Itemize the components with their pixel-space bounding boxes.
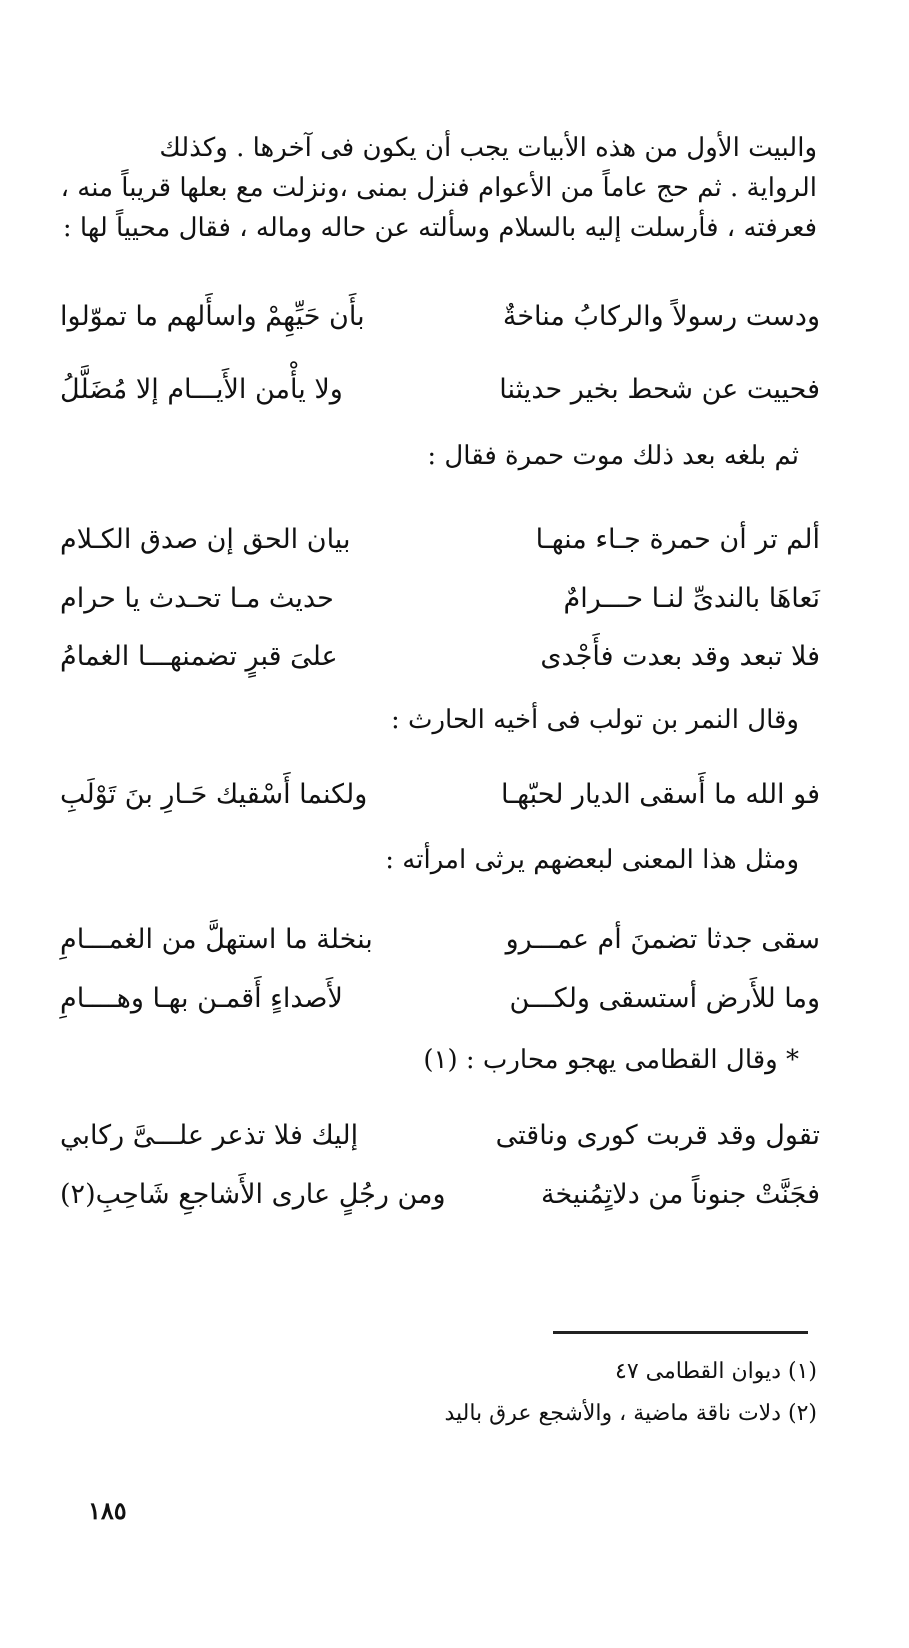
verse-second-hemistich: إليك فلا تذعر علـــىَّ ركابي — [60, 1120, 359, 1151]
verse-line — [60, 974, 820, 1024]
verse-line — [60, 1170, 820, 1220]
verse-first-hemistich: وما للأَرض أستسقى ولكـــن — [509, 983, 820, 1014]
verse-second-hemistich: ومن رجُلٍ عارى الأَشاجعِ شَاحِبِ(٢) — [60, 1179, 446, 1210]
verse-second-hemistich: حديث مـا تحـدث يا حرام — [60, 583, 334, 614]
verse-line — [60, 365, 820, 415]
verse-line — [60, 915, 820, 965]
verse-line — [60, 292, 820, 342]
paragraph-line: والبيت الأول من هذه الأبيات يجب أن يكون فى آخرها . وكذلك — [159, 133, 817, 163]
verse-second-hemistich: لأَصداءٍ أَقمـن بهـا وهــــامِ — [60, 983, 343, 1014]
verse-first-hemistich: نَعاهَا بالندىِّ لنـا حـــرامٌ — [563, 583, 820, 614]
verse-first-hemistich: فجَنَّتْ جنوناً من دلاتٍمُنيخة — [540, 1179, 820, 1210]
verse-second-hemistich: علىَ قبرٍ تضمنهـــا الغمامُ — [60, 641, 338, 672]
verse-first-hemistich: ألم تر أن حمرة جـاء منهـا — [535, 524, 820, 555]
verse-line — [60, 574, 820, 624]
paragraph-line: فعرفته ، فأرسلت إليه بالسلام وسألته عن حاله وماله ، فقال محيياً لها : — [62, 213, 817, 243]
verse-second-hemistich: بنخلة ما استهلَّ من الغمـــامِ — [60, 924, 373, 955]
footnote: (٢) دلات ناقة ماضية ، والأشجع عرق باليد — [444, 1401, 817, 1426]
footnote: (١) ديوان القطامى ٤٧ — [615, 1359, 817, 1384]
verse-line — [60, 1111, 820, 1161]
verse-line — [60, 515, 820, 565]
section-intro: وقال النمر بن تولب فى أخيه الحارث : — [391, 705, 799, 735]
verse-line — [60, 770, 820, 820]
section-intro: * وقال القطامى يهجو محارب : (١) — [423, 1045, 799, 1075]
verse-first-hemistich: فحييت عن شحط بخير حديثنا — [499, 374, 820, 405]
verse-first-hemistich: فلا تبعد وقد بعدت فأَجْدى — [540, 641, 820, 672]
verse-second-hemistich: ولكنما أَسْقيك حَـارِ بنَ تَوْلَبِ — [60, 779, 368, 810]
footnote-divider — [553, 1331, 808, 1334]
verse-second-hemistich: بأَن حَيِّهِمْ واسأَلهم ما تموّلوا — [60, 301, 365, 332]
section-intro: ثم بلغه بعد ذلك موت حمرة فقال : — [427, 441, 799, 471]
paragraph-line: الرواية . ثم حج عاماً من الأعوام فنزل بمنى ،ونزلت مع بعلها قريباً منه ، — [60, 173, 817, 203]
verse-second-hemistich: ولا يأْمن الأَيـــام إلا مُضَلَّلُ — [60, 374, 343, 405]
verse-first-hemistich: تقول وقد قربت كورى وناقتى — [495, 1120, 820, 1151]
opening-paragraph — [60, 128, 817, 248]
section-intro: ومثل هذا المعنى لبعضهم يرثى امرأته : — [385, 845, 799, 875]
verse-first-hemistich: فو الله ما أَسقى الديار لحبّهـا — [501, 779, 820, 810]
verse-first-hemistich: سقى جدثا تضمنَ أم عمـــرو — [505, 924, 820, 955]
verse-first-hemistich: ودست رسولاً والركابُ مناخةٌ — [502, 301, 820, 332]
page-number: ١٨٥ — [88, 1496, 127, 1525]
verse-line — [60, 632, 820, 682]
verse-second-hemistich: بيان الحق إن صدق الكـلام — [60, 524, 351, 555]
